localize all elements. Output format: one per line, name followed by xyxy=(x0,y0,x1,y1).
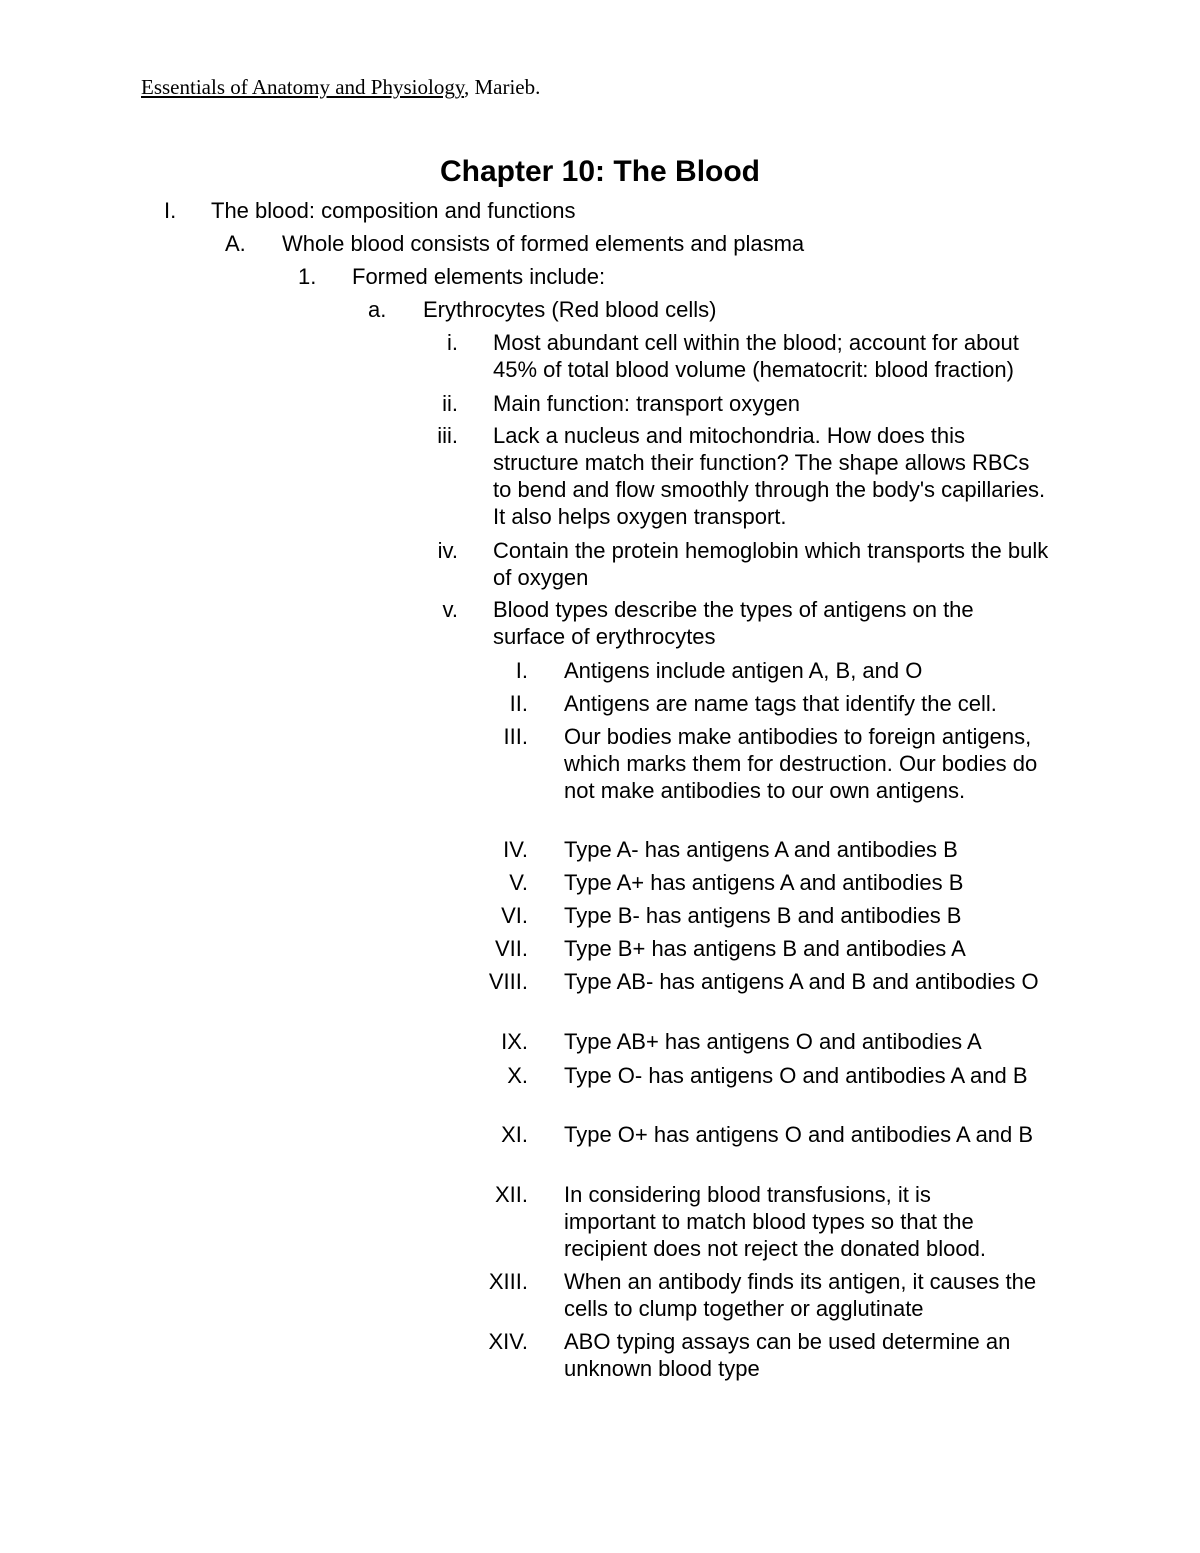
outline-marker: I. xyxy=(515,658,528,683)
outline-text: Blood types describe the types of antigens on the surface of erythrocytes xyxy=(493,597,974,649)
outline-marker: X. xyxy=(507,1063,528,1088)
chapter-title: Chapter 10: The Blood xyxy=(439,155,761,188)
outline-text: Formed elements include: xyxy=(352,264,606,289)
outline-marker: ii. xyxy=(442,391,458,416)
outline-marker: II. xyxy=(509,691,528,716)
outline-marker: VII. xyxy=(494,936,528,961)
outline-text: Type AB- has antigens A and B and antibodies O xyxy=(564,969,1039,994)
outline-marker: XIV. xyxy=(488,1329,528,1354)
outline-marker: i. xyxy=(447,330,458,355)
outline-marker: IV. xyxy=(503,837,528,862)
outline-text: In considering blood transfusions, it is important to match blood types so that the recipient does not reject the donated blood. xyxy=(564,1182,986,1261)
book-title: Essentials of Anatomy and Physiology xyxy=(141,75,464,99)
outline-text: Whole blood consists of formed elements and plasma xyxy=(282,231,805,256)
outline-text: Our bodies make antibodies to foreign antigens, which marks them for destruction. Our bodies do not make antibodies to our own antigens. xyxy=(564,724,1038,803)
outline-marker: iii. xyxy=(437,423,458,448)
outline-marker: 1. xyxy=(298,264,317,289)
outline-text: Erythrocytes (Red blood cells) xyxy=(423,297,717,322)
outline-text: Type A+ has antigens A and antibodies B xyxy=(564,870,964,895)
outline-text: Antigens are name tags that identify the cell. xyxy=(564,691,997,716)
outline-text: The blood: composition and functions xyxy=(211,198,576,223)
outline-marker: V. xyxy=(509,870,528,895)
outline-marker: a. xyxy=(368,297,387,322)
outline-marker: iv. xyxy=(437,538,458,563)
outline-marker: I. xyxy=(164,198,177,223)
outline-text: Type O+ has antigens O and antibodies A and B xyxy=(564,1122,1034,1147)
outline-text: Type B+ has antigens B and antibodies A xyxy=(564,936,966,961)
outline-marker: A. xyxy=(225,231,246,256)
outline-text: Type AB+ has antigens O and antibodies A xyxy=(564,1029,982,1054)
outline-marker: XIII. xyxy=(488,1269,528,1294)
outline-text: Contain the protein hemoglobin which transports the bulk of oxygen xyxy=(493,538,1049,590)
outline-text: Antigens include antigen A, B, and O xyxy=(564,658,923,683)
outline-marker: v. xyxy=(442,597,458,622)
outline-marker: IX. xyxy=(501,1029,528,1054)
author-name: , Marieb. xyxy=(463,75,541,99)
outline-text: Lack a nucleus and mitochondria. How does this structure match their function? The shape allows RBCs to bend and flow smoothly through the body's capillaries. It also helps oxygen transport. xyxy=(493,423,1046,529)
outline-text: Type B- has antigens B and antibodies B xyxy=(564,903,962,928)
outline-marker: XII. xyxy=(494,1182,528,1207)
outline-text: Main function: transport oxygen xyxy=(493,391,800,416)
outline-marker: VIII. xyxy=(488,969,528,994)
outline-marker: XI. xyxy=(501,1122,528,1147)
outline-marker: VI. xyxy=(501,903,528,928)
outline-marker: III. xyxy=(503,724,528,749)
outline-text: ABO typing assays can be used determine an unknown blood type xyxy=(564,1329,1011,1381)
outline-text: Type O- has antigens O and antibodies A and B xyxy=(564,1063,1028,1088)
outline-text: Most abundant cell within the blood; account for about 45% of total blood volume (hematocrit: blood fraction) xyxy=(493,330,1019,382)
outline-text: Type A- has antigens A and antibodies B xyxy=(564,837,958,862)
outline-text: When an antibody finds its antigen, it causes the cells to clump together or agglutinate xyxy=(564,1269,1037,1321)
